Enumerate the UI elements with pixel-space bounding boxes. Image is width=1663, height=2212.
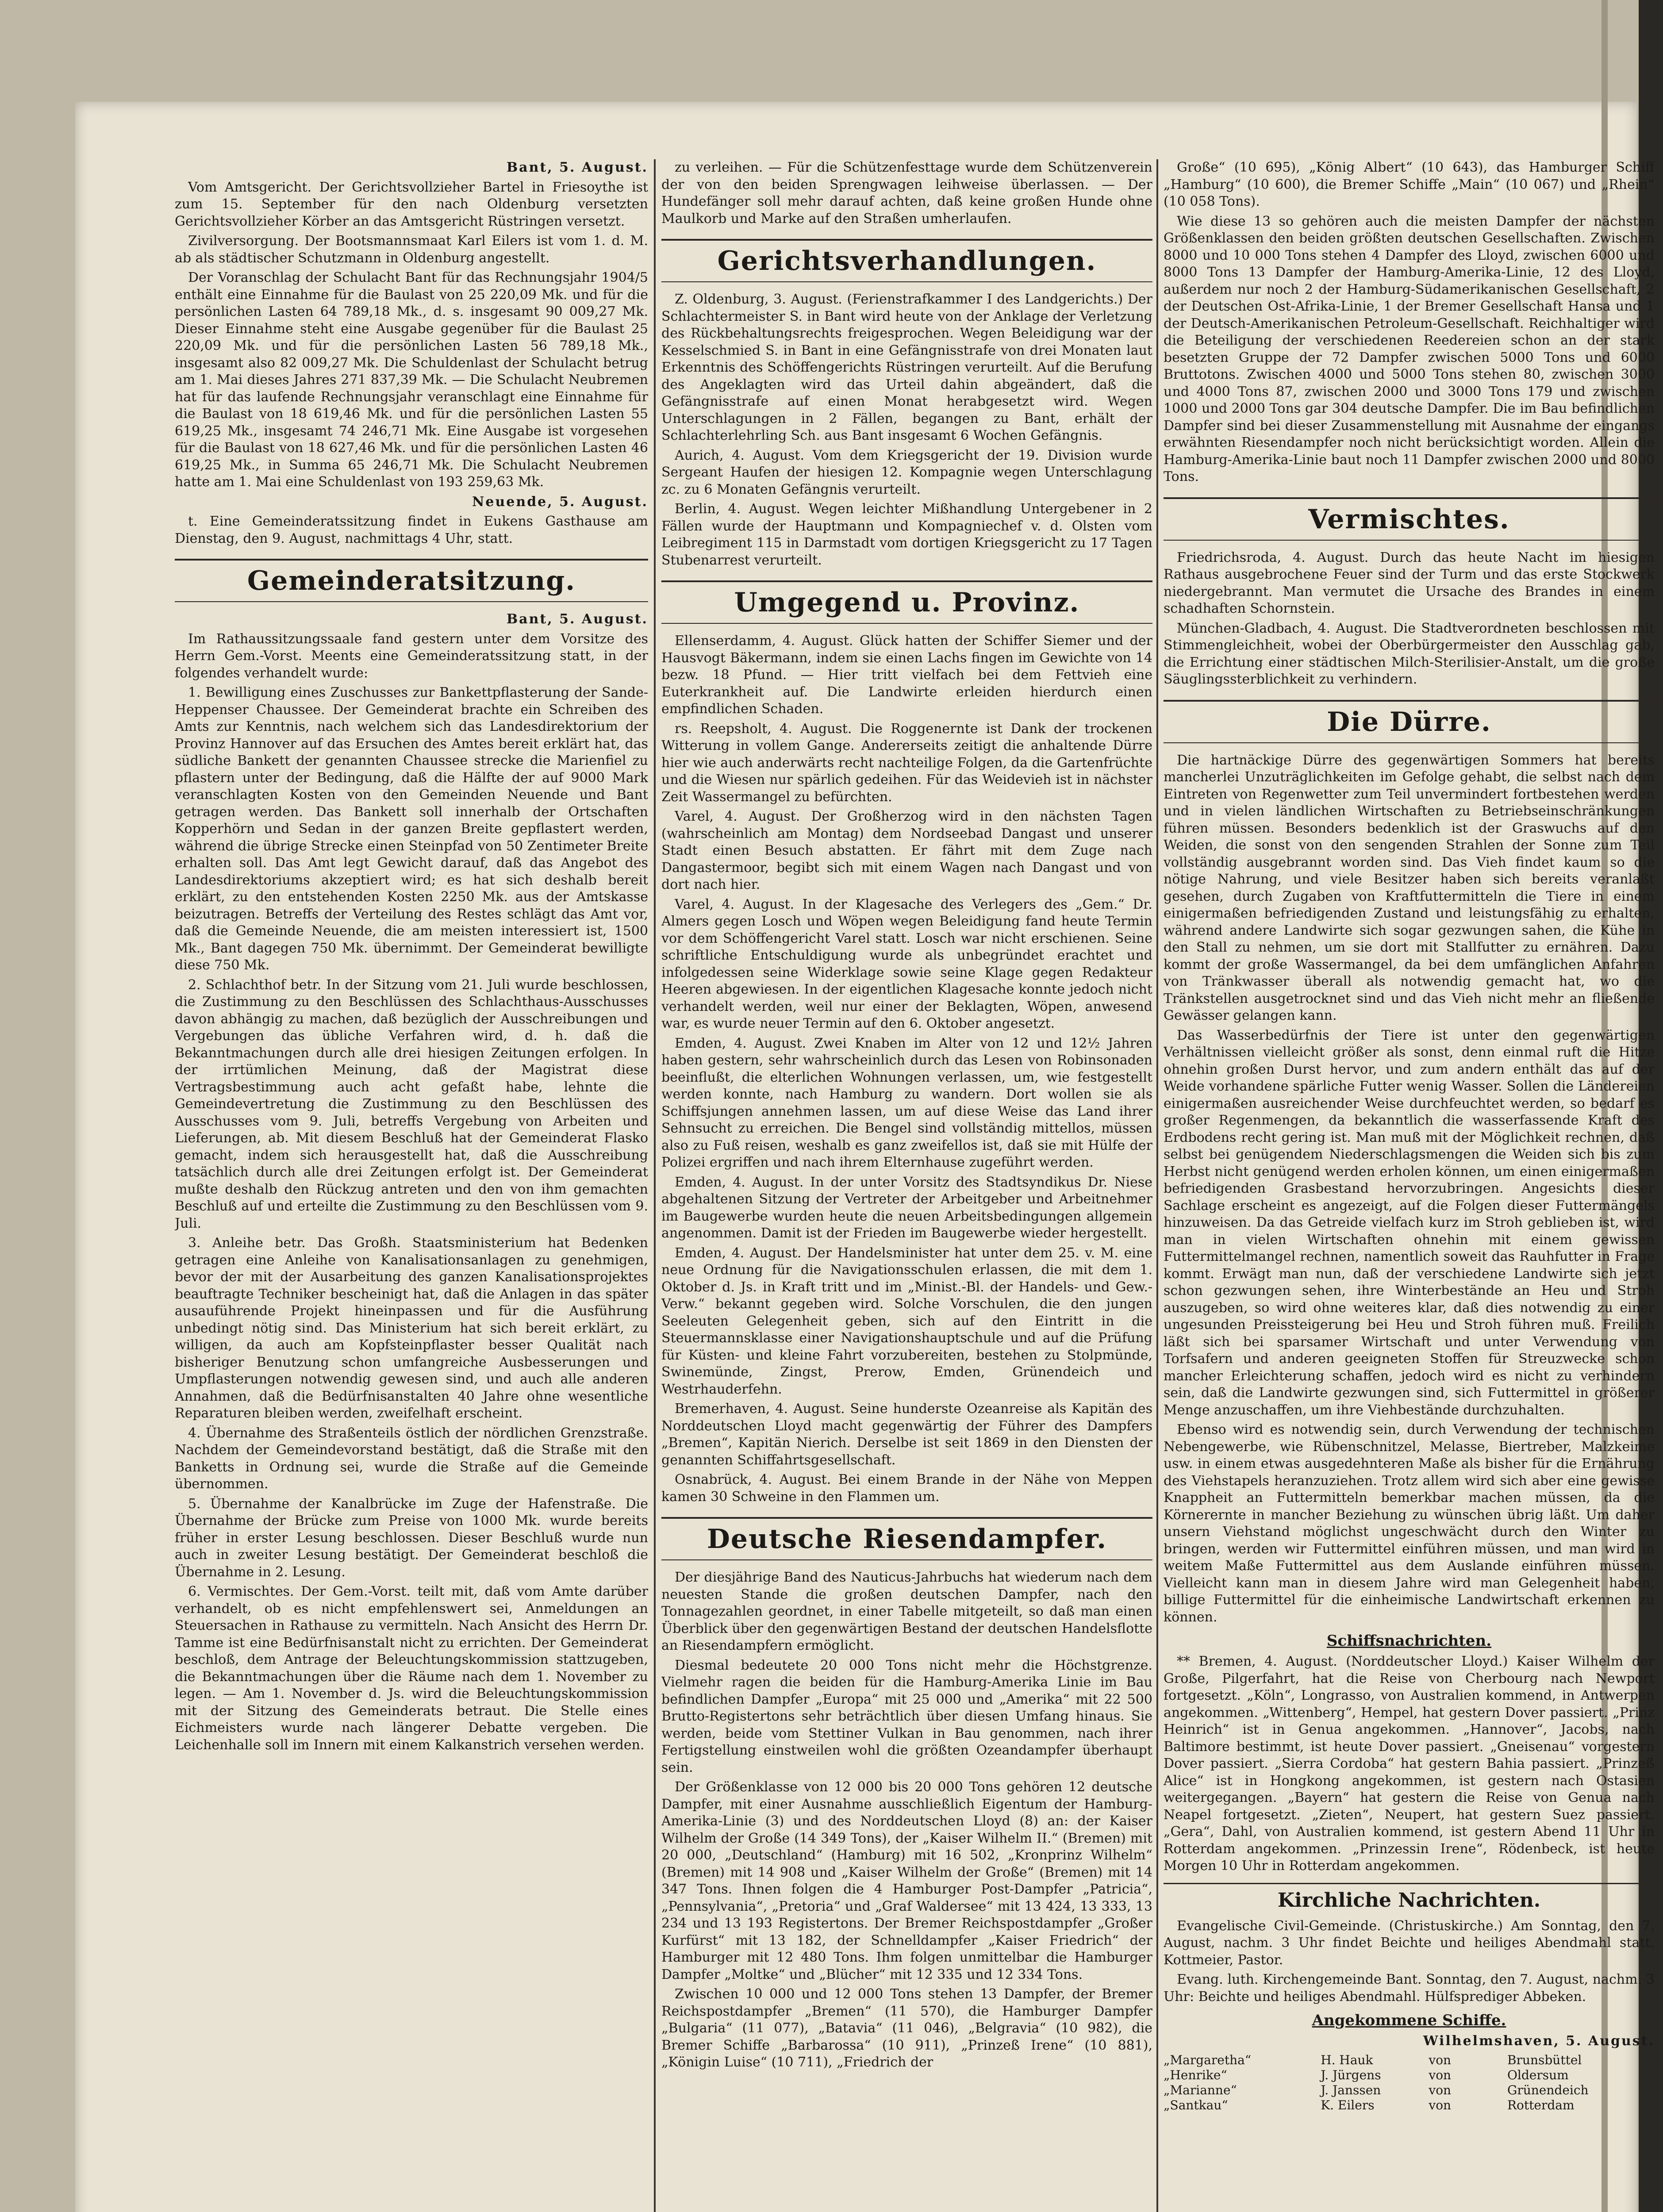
news-item: Vom Amtsgericht. Der Gerichtsvollzieher Bartel in Friesoythe ist zum 15. September für den nach Oldenburg versetzten Gerichtsvollzieher Körber an das Amtsgericht Rüstringen versetzt.: [175, 179, 648, 229]
section-heading: Schiffsnachrichten.: [1326, 1632, 1492, 1650]
ship-from: von: [1429, 2097, 1452, 2112]
news-item: 4. Übernahme des Straßenteils östlich der nördlichen Grenzstraße. Nachdem der Gemeindevorstand bestätigt, daß die Straße mit den Banketts in Ordnung sei, wurde die Straße auf die Gemeinde übernommen.: [175, 1425, 648, 1492]
news-item: Friedrichsroda, 4. August. Durch das heute Nacht im hiesigen Rathaus ausgebrochene Feuer sind der Turm und das erste Stockwerk niedergebrannt. Man vermutet die Ursache des Brandes in einem schadhaften Schornstein.: [1164, 549, 1655, 616]
news-item: Evangelische Civil-Gemeinde. (Christuskirche.) Am Sonntag, den 7. August, nachm. 3 Uhr findet Beichte und heiliges Abendmahl statt. Kottmeier, Pastor.: [1164, 1918, 1655, 1968]
column-rule: [1156, 159, 1158, 2212]
ship-from: von: [1429, 2067, 1452, 2082]
news-item: Ellenserdamm, 4. August. Glück hatten der Schiffer Siemer und der Hausvogt Bäkermann, indem sie einen Lachs fingen im Gewichte von 14 bezw. 18 Pfund. — Hier tritt vielfach bei dem Fettvieh eine Euterkrankheit auf. Die Landwirte erleiden hierdurch einen empfindlichen Schaden.: [661, 633, 1152, 717]
table-row: [1164, 2098, 1655, 2113]
ship-place: Rotterdam: [1507, 2097, 1575, 2112]
news-item: Emden, 4. August. Zwei Knaben im Alter von 12 und 12½ Jahren haben gestern, sehr wahrscheinlich durch das Lesen von Robinsonaden beeinflußt, die elterlichen Wohnungen verlassen, um, wie festgestellt werden konnte, nach Hamburg zu wandern. Dort wollen sie als Schiffsjungen annehmen lassen, um auf diese Weise das Land ihrer Sehnsucht zu erreichen. Die Bengel sind vollständig mittellos, müssen also zu Fuß reisen, weshalb es ganz zweifellos ist, daß sie mit Hülfe der Polizei ergriffen und nach ihrem Elternhause zugeführt werden.: [661, 1035, 1152, 1170]
news-item: Aurich, 4. August. Vom dem Kriegsgericht der 19. Division wurde Sergeant Haufen der hiesigen 12. Kompagnie wegen Unterschlagung zc. zu 6 Monaten Gefängnis verurteilt.: [661, 447, 1152, 497]
news-item: Im Rathaussitzungssaale fand gestern unter dem Vorsitze des Herrn Gem.-Vorst. Meents eine Gemeinderatssitzung statt, in der folgendes verhandelt wurde:: [175, 631, 648, 681]
news-item: Der diesjährige Band des Nauticus-Jahrbuchs hat wiederum nach dem neuesten Stande die großen deutschen Dampfer, nach den Tonnagezahlen geordnet, in einer Tabelle mitgeteilt, so daß man einen Überblick über den gegenwärtigen Bestand der deutschen Handelsflotte an Riesendampfern ermöglicht.: [661, 1570, 1152, 1653]
news-item: Diesmal bedeutete 20 000 Tons nicht mehr die Höchstgrenze. Vielmehr ragen die beiden für die Hamburg-Amerika Linie im Bau befindlichen Dampfer „Europa“ mit 25 000 und „Amerika“ mit 22 500 Brutto-Registertons sehr beträchtlich über diesen Umfang hinaus. Sie werden, beide vom Stettiner Vulkan in Bau genommen, nach ihrer Fertigstellung einstweilen wohl die größten Ozeandampfer überhaupt sein.: [661, 1657, 1152, 1775]
section-heading: Die Dürre.: [1164, 700, 1655, 743]
news-item: Das Wasserbedürfnis der Tiere ist unter den gegenwärtigen Verhältnissen vielleicht größer als sonst, denn einmal ruft die Hitze ohnehin großen Durst hervor, und zum andern enthält das auf der Weide vorhandene spärliche Futter wenig Wasser. Sollen die Ländereien einigermaßen ausreichender Weise durchfeuchtet werden, so bedarf es großer Regenmengen, da bekanntlich die wasserfassende Kraft des Erdbodens recht gering ist. Man muß mit der Möglichkeit rechnen, daß selbst bei genügendem Niederschlagsmengen die Weiden sich bis zum Herbst nicht genügend werden erholen können, um einen einigermaßen befriedigenden Grasbestand hervorzubringen. Angesichts dieser Sachlage erscheint es angezeigt, auf die Folgen dieser Futtermängels hinzuweisen. Da das Getreide vielfach kurz im Stroh geblieben ist, wird man in vielen Wirtschaften ohnehin mit einem gewissen Futtermittelmangel rechnen, namentlich soweit das Rauhfutter in Frage kommt. Erwägt man nun, daß der verschiedene Landwirte sich jetzt schon gezwungen sehen, ihre Winterbestände an Heu und Stroh auszugeben, so wird ohne weiteres klar, daß dies notwendig zu einer ungesunden Preissteigerung bei Heu und Stroh führen muß. Freilich läßt sich bei sparsamer Wirtschaft und unter Verwendung von Torfsafern und anderen geeigneten Stoffen für Streuzwecke schon mancher Erleichterung schaffen, jedoch wird es nicht zu verhindern sein, daß die Landwirte gezwungen sind, sich Futtermittel in größerer Menge anzuschaffen, um ihre Viehbestände durchzuhalten.: [1164, 1027, 1655, 1418]
column-1: [175, 159, 648, 2212]
news-item: 1. Bewilligung eines Zuschusses zur Bankettpflasterung der Sande-Heppenser Chaussee. Der Gemeinderat brachte ein Schreiben des Amts zur Kenntnis, nach welchem sich das Landesdirektorium der Provinz Hannover auf das Ersuchen des Amtes bereit erklärt hat, das südliche Bankett der genannten Chaussee strecke die Marienfiel zu pflastern unter der Bedingung, daß die Hälfte der auf 9000 Mark veranschlagten Kosten von den Gemeinden Neuende und Bant getragen werden. Das Bankett soll innerhalb der Ortschaften Kopperhörn und Sedan in der ganzen Breite gepflastert werden, während die übrige Strecke einen Steinpfad von 50 Zentimeter Breite erhalten soll. Das Amt legt Gewicht darauf, daß das Angebot des Landesdirektoriums akzeptiert wird; es hat sich deshalb bereit erklärt, zu den entstehenden Kosten 2250 Mk. aus der Amtskasse beizutragen. Betreffs der Verteilung des Restes schlägt das Amt vor, daß die Gemeinde Neuende, die am meisten interessiert ist, 1500 Mk., Bant dagegen 750 Mk. übernimmt. Der Gemeinderat bewilligte diese 750 Mk.: [175, 685, 648, 973]
column-2: [661, 159, 1152, 2212]
dateline: Bant, 5. August.: [506, 611, 648, 627]
news-item: Bremerhaven, 4. August. Seine hunderste Ozeanreise als Kapitän des Norddeutschen Lloyd macht gegenwärtig der Führer des Dampfers „Bremen“, Kapitän Nierich. Derselbe ist seit 1869 in den Diensten der genannten Schiffahrtsgesellschaft.: [661, 1401, 1152, 1468]
ship-name: „Marianne“: [1164, 2082, 1237, 2097]
news-item: Berlin, 4. August. Wegen leichter Mißhandlung Untergebener in 2 Fällen wurde der Hauptmann und Kompagniechef v. d. Olsten vom Leibregiment 115 in Darmstadt vom dortigen Kriegsgericht zu 17 Tagen Stubenarrest verurteilt.: [661, 501, 1152, 568]
table-row: [1164, 2053, 1655, 2068]
news-item: 3. Anleihe betr. Das Großh. Staatsministerium hat Bedenken getragen eine Anleihe von Kanalisationsanlagen zu genehmigen, bevor der mit der Ausarbeitung des ganzen Kanalisationsprojektes beauftragte Techniker bescheinigt hat, daß die Anlagen in das später ausauführende Projekt hineinpassen und für die Ausführung unbedingt nötig sind. Das Ministerium hat sich bereit erklärt, zu willigen, da auch am Kopfsteinpflaster besser Qualität nach bisheriger Benutzung schon umfangreiche Ausbesserungen und Umpflasterungen notwendig gewesen sind, und auch alle anderen Annahmen, daß die Bedürfnisanstalten 40 Jahre ohne wesentliche Reparaturen bleiben werden, zweifelhaft erscheint.: [175, 1235, 648, 1421]
dateline: Wilhelmshaven, 5. August.: [1423, 2033, 1655, 2049]
news-item: Emden, 4. August. In der unter Vorsitz des Stadtsyndikus Dr. Niese abgehaltenen Sitzung der Vertreter der Arbeitgeber und Arbeitnehmer im Baugewerbe wurden heute die neuen Arbeitsbedingungen allgemein angenommen. Damit ist der Frieden im Baugewerbe wieder hergestellt.: [661, 1174, 1152, 1241]
news-item: 2. Schlachthof betr. In der Sitzung vom 21. Juli wurde beschlossen, die Zustimmung zu den Beschlüssen des Schlachthaus-Ausschusses davon abhängig zu machen, daß bezüglich der Ausschreibungen und Vergebungen das übliche Verfahren wird, d. h. daß die Bekanntmachungen durch alle drei hiesigen Zeitungen erfolgen. In der irrtümlichen Meinung, daß der Magistrat diese Vertragsbestimmung auch acht gefaßt habe, lehnte die Gemeindevertretung die Zustimmung zu den Beschlüssen des Ausschusses vom 9. Juli, betreffs Vergebung von Arbeiten und Lieferungen, ab. Mit diesem Beschluß hat der Gemeinderat Flasko gemacht, indem sich herausgestellt hat, daß die Ausschreibung tatsächlich durch alle drei Zeitungen erfolgt ist. Der Gemeinderat mußte deshalb den Rückzug antreten und den von ihm gemachten Beschluß auf und erteilte die Zustimmung zu den Beschlüssen vom 9. Juli.: [175, 977, 648, 1231]
news-item: Evang. luth. Kirchengemeinde Bant. Sonntag, den 7. August, nachm. 3 Uhr: Beichte und heiliges Abendmahl. Hülfsprediger Abbeken.: [1164, 1972, 1655, 2005]
news-item: rs. Reepsholt, 4. August. Die Roggenernte ist Dank der trockenen Witterung in vollem Gange. Andererseits zeitigt die anhaltende Dürre hier wie auch anderwärts recht nachteilige Folgen, da die Gartenfrüchte und die Wiesen nur spärlich gedeihen. Für das Weidevieh ist in nächster Zeit Wassermangel zu befürchten.: [661, 721, 1152, 805]
news-item: Varel, 4. August. In der Klagesache des Verlegers des „Gem.“ Dr. Almers gegen Losch und Wöpen wegen Beleidigung fand heute Termin vor dem Schöffengericht Varel statt. Losch war nicht erschienen. Seine schriftliche Entschuldigung wurde als unbegründet erachtet und infolgedessen seine Widerklage sowie seine Klage gegen Redakteur Heeren abgewiesen. In der eigentlichen Klagesache konnte jedoch nicht verhandelt werden, weil nur einer der Beklagten, Wöpen, anwesend war, es wurde neuer Termin auf den 6. Oktober angesetzt.: [661, 896, 1152, 1031]
news-item: Der Voranschlag der Schulacht Bant für das Rechnungsjahr 1904/5 enthält eine Einnahme für die Baulast von 25 220,09 Mk. und für die persönlichen Lasten 64 789,18 Mk., d. s. insgesamt 90 009,27 Mk. Dieser Einnahme steht eine Ausgabe gegenüber für die Baulast 25 220,09 Mk. und für die persönlichen Lasten 56 789,18 Mk., insgesamt also 82 009,27 Mk. Die Schuldenlast der Schulacht betrug am 1. Mai dieses Jahres 271 837,39 Mk. — Die Schulacht Neubremen hat für das laufende Rechnungsjahr veranschlagt eine Einnahme für die Baulast von 18 619,46 Mk. und für die persönlichen Lasten 55 619,25 Mk., insgesamt 74 246,71 Mk. Eine Ausgabe ist vorgesehen für die Baulast von 18 627,46 Mk. und für die persönlichen Lasten 46 619,25 Mk., in Summa 65 246,71 Mk. Die Schulacht Neubremen hatte am 1. Mai eine Schuldenlast von 193 259,63 Mk.: [175, 270, 648, 490]
section-heading: Angekommene Schiffe.: [1312, 2012, 1506, 2029]
news-item: Der Größenklasse von 12 000 bis 20 000 Tons gehören 12 deutsche Dampfer, mit einer Ausnahme ausschließlich Eigentum der Hamburg-Amerika-Linie (3) und des Norddeutschen Lloyd (8) an: der Kaiser Wilhelm der Große (14 349 Tons), der „Kaiser Wilhelm II.“ (Bremen) mit 20 000, „Deutschland“ (Hamburg) mit 16 502, „Kronprinz Wilhelm“ (Bremen) mit 14 908 und „Kaiser Wilhelm der Große“ (Bremen) mit 14 347 Tons. Ihnen folgen die 4 Hamburger Post-Dampfer „Patricia“, „Pennsylvania“, „Pretoria“ und „Graf Waldersee“ mit 13 424, 13 333, 13 234 und 13 193 Registertons. Der Bremer Reichspostdampfer „Großer Kurfürst“ mit 13 182, der Schnelldampfer „Kaiser Friedrich“ der Hamburger mit 12 480 Tons. Ihm folgen unmittelbar die Hamburger Dampfer „Moltke“ und „Blücher“ mit 12 335 und 12 334 Tons.: [661, 1779, 1152, 1982]
ship-captain: J. Janssen: [1321, 2082, 1381, 2097]
dateline: Neuende, 5. August.: [472, 494, 648, 510]
ship-from: von: [1429, 2052, 1452, 2067]
ship-place: Oldersum: [1507, 2067, 1569, 2082]
news-item: Zivilversorgung. Der Bootsmannsmaat Karl Eilers ist vom 1. d. M. ab als städtischer Schutzmann in Oldenburg angestellt.: [175, 233, 648, 266]
news-item: Große“ (10 695), „König Albert“ (10 643), das Hamburger Schiff „Hamburg“ (10 600), die Bremer Schiffe „Main“ (10 067) und „Rhein“ (10 058 Tons).: [1164, 160, 1655, 209]
ships-table: [1164, 2053, 1655, 2113]
ship-captain: H. Hauk: [1321, 2052, 1373, 2067]
section-heading: Kirchliche Nachrichten.: [1164, 1883, 1655, 1912]
section-heading: Umgegend u. Provinz.: [661, 580, 1152, 624]
ship-place: Grünendeich: [1507, 2082, 1589, 2097]
news-item: Die hartnäckige Dürre des gegenwärtigen Sommers hat bereits mancherlei Unzuträglichkeiten im Gefolge gehabt, die selbst nach dem Eintreten von Regenwetter zum Teil unvermindert fortbestehen werden und in vielen ländlichen Wirtschaften zu Betriebseinschränkungen führen müssen. Besonders bedenklich ist der Graswuchs auf den Weiden, die sonst von den sengenden Strahlen der Sonne zum Teil vollständig ausgebrannt worden sind. Das Vieh findet kaum so die nötige Nahrung, und viele Besitzer haben sich bereits veranlaßt gesehen, durch Zugaben von Kraftfuttermitteln die Tiere in einem einigermaßen befriedigenden Zustand und leistungsfähig zu erhalten, während andere Landwirte sich sogar gezwungen sahen, die Kühe in den Stall zu nehmen, um sie dort mit Stallfutter zu ernähren. Dazu kommt der große Wassermangel, da bei dem umfänglichen Anfahren von Tränkwasser überall als notwendig gemacht hat, wo die Tränkstellen ausgetrocknet sind und das Vieh nicht mehr an fließende Gewässer gelangen kann.: [1164, 752, 1655, 1023]
table-row: [1164, 2068, 1655, 2083]
ship-place: Brunsbüttel: [1507, 2052, 1582, 2067]
section-heading: Gerichtsverhandlungen.: [661, 239, 1152, 282]
ship-name: „Margaretha“: [1164, 2052, 1252, 2067]
news-item: Ebenso wird es notwendig sein, durch Verwendung der technischen Nebengewerbe, wie Rübenschnitzel, Melasse, Biertreber, Malzkeime usw. in einem etwas ausgedehnteren Maße als bisher für die Ernährung des Viehstapels heranzuziehen. Trotz allem wird sich aber eine gewisse Knappheit an Futtermitteln bemerkbar machen müssen, da die Körnerernte in mancher Beziehung zu wünschen übrig läßt. Um daher unsern Viehstand möglichst ungeschwächt durch den Winter zu bringen, werden wir Futtermittel einführen müssen, und man wird in weitem Maße Futtermittel aus dem Auslande einführen müssen. Vielleicht kann man in diesem Jahre wird man Gelegenheit haben, billige Futtermittel für die einheimische Landwirtschaft erkennen zu können.: [1164, 1422, 1655, 1625]
column-3: [1164, 159, 1655, 2212]
dateline: Bant, 5. August.: [506, 160, 648, 175]
news-item: Wie diese 13 so gehören auch die meisten Dampfer der nächsten Größenklassen den beiden größten deutschen Gesellschaften. Zwischen 8000 und 10 000 Tons stehen 4 Dampfer des Lloyd, zwischen 6000 und 8000 Tons 13 Dampfer der Hamburg-Amerika-Linie, 12 des Lloyd, außerdem nur noch 2 der Hamburg-Südamerikanischen Gesellschaft, 2 der Deutschen Ost-Afrika-Linie, 1 der Bremer Gesellschaft Hansa und 1 der Deutsch-Amerikanischen Petroleum-Gesellschaft. Reichhaltiger wird die Beteiligung der verschiedenen Reedereien schon an der stark besetzten Gruppe der 72 Dampfer zwischen 5000 Tons und 6000 Bruttotons. Zwischen 4000 und 5000 Tons stehen 80, zwischen 3000 und 4000 Tons 87, zwischen 2000 und 3000 Tons 179 und zwischen 1000 und 2000 Tons gar 304 deutsche Dampfer. Die im Bau befindlichen Dampfer sind bei dieser Zusammenstellung mit Ausnahme der eingangs erwähnten Riesendampfer noch nicht berücksichtigt worden. Allein die Hamburg-Amerika-Linie baut noch 11 Dampfer zwischen 2000 und 8000 Tons.: [1164, 213, 1655, 484]
ship-from: von: [1429, 2082, 1452, 2097]
news-item: 5. Übernahme der Kanalbrücke im Zuge der Hafenstraße. Die Übernahme der Brücke zum Preise von 1000 Mk. wurde bereits früher in erster Lesung beschlossen. Dieser Beschluß wurde nun auch in zweiter Lesung bestätigt. Der Gemeinderat beschloß die Übernahme in 2. Lesung.: [175, 1496, 648, 1580]
news-item: ** Bremen, 4. August. (Norddeutscher Lloyd.) Kaiser Wilhelm der Große, Pilgerfahrt, hat die Reise von Cherbourg nach Newport fortgesetzt. „Köln“, Longrasso, von Australien kommend, in Antwerpen angekommen. „Wittenberg“, Hempel, hat gestern Dover passiert. „Prinz Heinrich“ ist in Genua angekommen. „Hannover“, Jacobs, nach Baltimore bestimmt, ist heute Dover passiert. „Gneisenau“ vorgestern Dover passiert. „Sierra Cordoba“ hat gestern Bahia passiert. „Prinzeß Alice“ ist in Hongkong angekommen, ist gestern nach Ostasien weitergegangen. „Bayern“ hat gestern die Reise von Genua nach Neapel fortgesetzt. „Zieten“, Neupert, hat gestern Suez passiert. „Gera“, Dahl, von Australien kommend, ist gestern Abend 11 Uhr in Rotterdam angekommen. „Prinzessin Irene“, Rödenbeck, ist heute Morgen 10 Uhr in Rotterdam angekommen.: [1164, 1654, 1655, 1874]
ship-name: „Henrike“: [1164, 2067, 1227, 2082]
ship-captain: K. Eilers: [1321, 2097, 1375, 2112]
news-item: t. Eine Gemeinderatssitzung findet in Eukens Gasthause am Dienstag, den 9. August, nachmittags 4 Uhr, statt.: [175, 514, 648, 546]
news-item: zu verleihen. — Für die Schützenfesttage wurde dem Schützenverein der von den beiden Sprengwagen leihweise überlassen. — Der Hundefänger soll mehr darauf achten, daß keine großen Hunde ohne Maulkorb und Marke auf den Straßen umherlaufen.: [661, 160, 1152, 227]
news-item: Z. Oldenburg, 3. August. (Ferienstrafkammer I des Landgerichts.) Der Schlachtermeister S. in Bant wird heute von der Anklage der Verletzung des Rückbehaltungsrechts freigesprochen. Wegen Beleidigung war der Kesselschmied S. in Bant in eine Gefängnisstrafe von drei Monaten laut Erkenntnis des Schöffengerichts Rüstringen verurteilt. Auf die Berufung des Angeklagten wird das Urteil dahin abgeändert, daß die Gefängnisstrafe auf einen Monat herabgesetzt wird. Wegen Unterschlagungen in 2 Fällen, begangen zu Bant, erhält der Schlachterlehrling Sch. aus Bant insgesamt 6 Wochen Gefängnis.: [661, 292, 1152, 443]
news-item: München-Gladbach, 4. August. Die Stadtverordneten beschlossen mit Stimmengleichheit, wobei der Oberbürgermeister den Ausschlag gab, die Errichtung einer städtischen Milch-Sterilisier-Anstalt, um die große Säuglingssterblichkeit zu verhindern.: [1164, 620, 1655, 687]
news-item: Osnabrück, 4. August. Bei einem Brande in der Nähe von Meppen kamen 30 Schweine in den Flammen um.: [661, 1472, 1152, 1505]
section-heading: Vermischtes.: [1164, 497, 1655, 541]
news-item: Emden, 4. August. Der Handelsminister hat unter dem 25. v. M. eine neue Ordnung für die Navigationsschulen erlassen, die mit dem 1. Oktober d. Js. in Kraft tritt und im „Minist.-Bl. der Handels- und Gew.-Verw.“ bekannt gegeben wird. Solche Vorschulen, die den jungen Seeleuten Gelegenheit geben, sich auf den Eintritt in die Steuermannsklasse einer Navigationshauptschule und auf die Prüfung für Küsten- und kleine Fahrt vorzubereiten, bestehen zu Stolpmünde, Swinemünde, Zingst, Prerow, Emden, Grünendeich und Westrhauderfehn.: [661, 1245, 1152, 1397]
section-heading: Deutsche Riesendampfer.: [661, 1517, 1152, 1560]
news-item: Zwischen 10 000 und 12 000 Tons stehen 13 Dampfer, der Bremer Reichspostdampfer „Bremen“ (11 570), die Hamburger Dampfer „Bulgaria“ (11 077), „Batavia“ (11 046), „Belgravia“ (10 982), die Bremer Schiffe „Barbarossa“ (10 911), „Prinzeß Irene“ (10 881), „Königin Luise“ (10 711), „Friedrich der: [661, 1986, 1152, 2070]
column-rule: [654, 159, 656, 2212]
news-item: Varel, 4. August. Der Großherzog wird in den nächsten Tagen (wahrscheinlich am Montag) dem Nordseebad Dangast und unserer Stadt einen Besuch abstatten. Er fährt mit dem Zuge nach Dangastermoor, begibt sich mit einem Wagen nach Dangast und von dort nach hier.: [661, 809, 1152, 892]
table-row: [1164, 2083, 1655, 2098]
ship-name: „Santkau“: [1164, 2097, 1228, 2112]
ship-captain: J. Jürgens: [1321, 2067, 1381, 2082]
news-item: 6. Vermischtes. Der Gem.-Vorst. teilt mit, daß vom Amte darüber verhandelt, ob es nicht empfehlenswert sei, Anmeldungen an Steuersachen in Rathause zu vermitteln. Nach Ansicht des Herrn Dr. Tamme ist eine Bedürfnisanstalt nicht zu errichten. Der Gemeinderat beschloß, dem Antrage der Beleuchtungskommission stattzugeben, die Bekanntmachungen über die Räume nach dem 1. November zu legen. — Am 1. November d. Js. wird die Beleuchtungskommission mit der Sitzung des Gemeinderats betraut. Die Stelle eines Eichmeisters wurde nach längerer Debatte vergeben. Die Leichenhalle soll im Innern mit einem Kalkanstrich versehen werden.: [175, 1584, 648, 1753]
section-heading: Gemeinderatsitzung.: [175, 559, 648, 602]
